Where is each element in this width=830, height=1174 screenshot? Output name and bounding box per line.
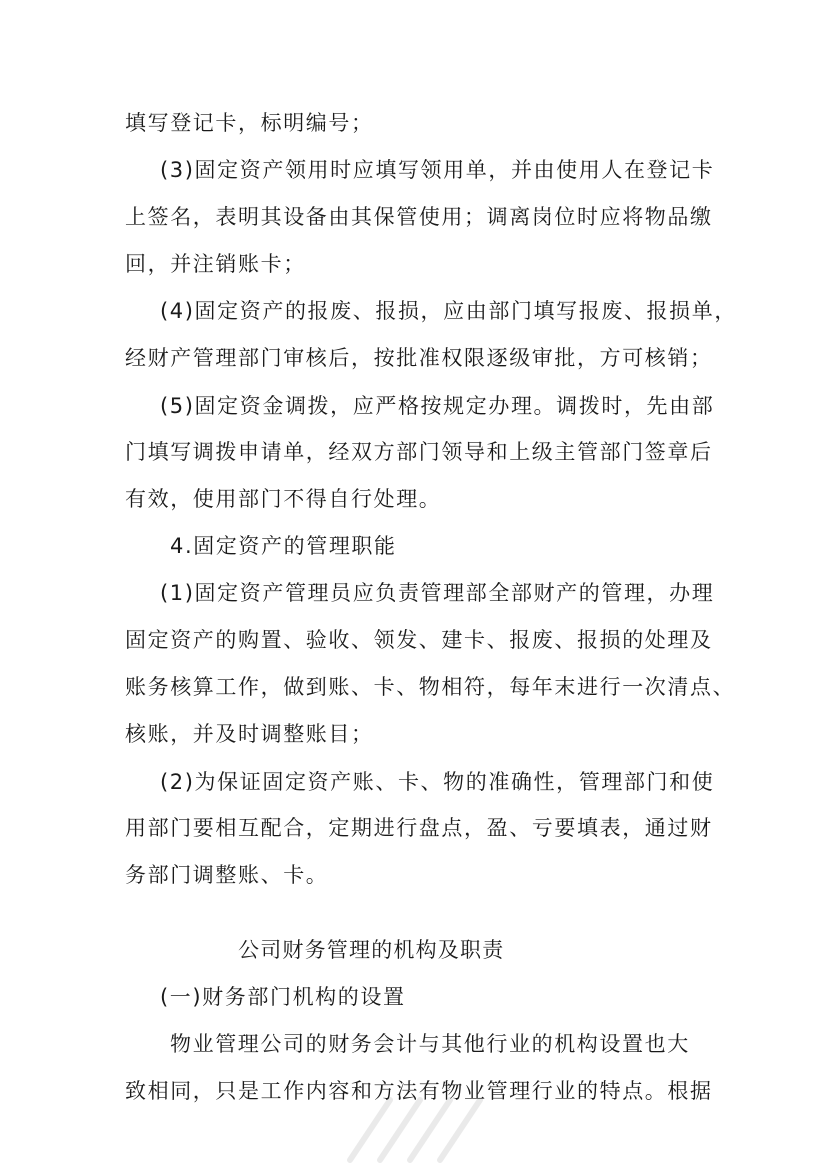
- paragraph-line: 物业管理公司的财务会计与其他行业的机构设置也大: [170, 1032, 690, 1056]
- paragraph-line: 有效，使用部门不得自行处理。: [125, 487, 442, 511]
- paragraph-line: 务部门调整账、卡。: [125, 863, 329, 887]
- paragraph-line: (2)为保证固定资产账、卡、物的准确性，管理部门和使: [160, 770, 715, 794]
- paragraph-line: 核账，并及时调整账目；: [125, 722, 374, 746]
- paragraph-line: 用部门要相互配合，定期进行盘点，盈、亏要填表，通过财: [125, 816, 713, 840]
- section-title: 公司财务管理的机构及职责: [238, 938, 505, 962]
- paragraph-line: 固定资产的购置、验收、领发、建卡、报废、报损的处理及: [125, 628, 713, 652]
- paragraph-line: 经财产管理部门审核后，按批准权限逐级审批，方可核销；: [125, 346, 713, 370]
- paragraph-line: 致相同，只是工作内容和方法有物业管理行业的特点。根据: [125, 1079, 713, 1103]
- paragraph-line: (5)固定资金调拨，应严格按规定办理。调拨时，先由部: [160, 394, 715, 418]
- paragraph-line: 账务核算工作，做到账、卡、物相符，每年末进行一次清点、: [125, 675, 736, 699]
- watermark-logo: [330, 1090, 510, 1170]
- paragraph-line: (3)固定资产领用时应填写领用单，并由使用人在登记卡: [160, 158, 715, 182]
- subsection-title: (一)财务部门机构的设置: [160, 985, 406, 1009]
- paragraph-line: 填写登记卡，标明编号；: [125, 111, 374, 135]
- paragraph-line: (1)固定资产管理员应负责管理部全部财产的管理，办理: [160, 581, 715, 605]
- section-heading: 4.固定资产的管理职能: [170, 534, 397, 558]
- paragraph-line: 上签名，表明其设备由其保管使用；调离岗位时应将物品缴: [125, 205, 713, 229]
- paragraph-line: (4)固定资产的报废、报损，应由部门填写报废、报损单，: [160, 299, 737, 323]
- paragraph-line: 回，并注销账卡；: [125, 252, 306, 276]
- paragraph-line: 门填写调拨申请单，经双方部门领导和上级主管部门签章后: [125, 440, 713, 464]
